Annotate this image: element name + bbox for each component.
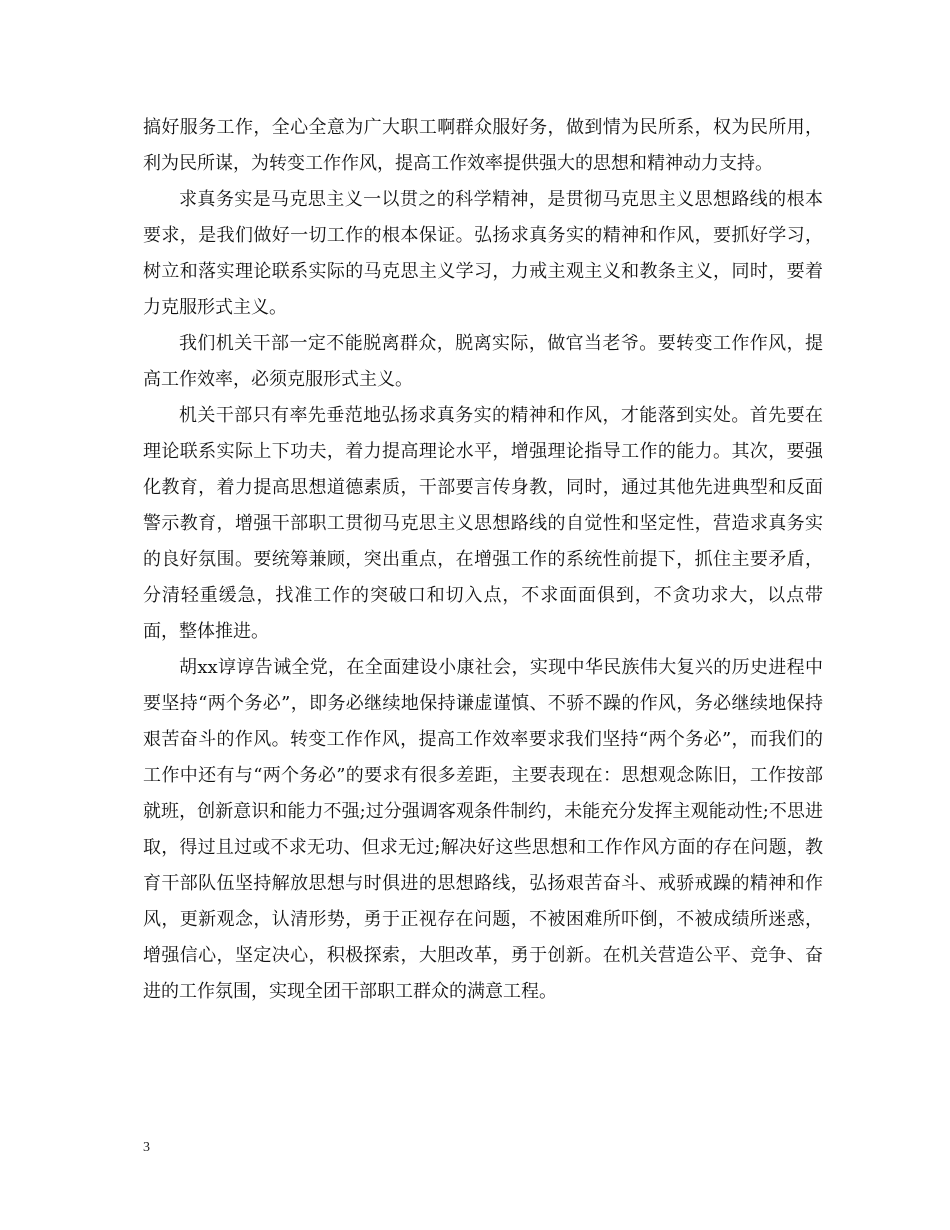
document-body [143, 110, 823, 1010]
paragraph-continuation: 搞好服务工作，全心全意为广大职工啊群众服好务，做到情为民所系，权为民所用，利为民所谋，为转变工作作风，提高工作效率提供强大的思想和精神动力支持。 [143, 117, 823, 174]
paragraph-cadres-masses: 我们机关干部一定不能脱离群众，脱离实际，做官当老爷。要转变工作作风，提高工作效率，必须克服形式主义。 [143, 333, 823, 390]
paragraph-two-musts: 胡xx谆谆告诫全党，在全面建设小康社会，实现中华民族伟大复兴的历史进程中要坚持“两个务必”，即务必继续地保持谦虚谨慎、不骄不躁的作风，务必继续地保持艰苦奋斗的作风。转变工作作风，提高工作效率要求我们坚持“两个务必”，而我们的工作中还有与“两个务必”的要求有很多差距，主要表现在：思想观念陈旧，工作按部就班，创新意识和能力不强;过分强调客观条件制约，未能充分发挥主观能动性;不思进取，得过且过或不求无功、但求无过;解决好这些思想和工作作风方面的存在问题，教育干部队伍坚持解放思想与时俱进的思想路线，弘扬艰苦奋斗、戒骄戒躁的精神和作风，更新观念，认清形势，勇于正视存在问题，不被困难所吓倒，不被成绩所迷惑，增强信心，坚定决心，积极探索，大胆改革，勇于创新。在机关营造公平、竞争、奋进的工作氛围，实现全团干部职工群众的满意工程。 [143, 657, 823, 1002]
paragraph-seek-truth: 求真务实是马克思主义一以贯之的科学精神，是贯彻马克思主义思想路线的根本要求，是我们做好一切工作的根本保证。弘扬求真务实的精神和作风，要抓好学习，树立和落实理论联系实际的马克思主义学习，力戒主观主义和教条主义，同时，要着力克服形式主义。 [143, 189, 823, 318]
paragraph-lead-by-example: 机关干部只有率先垂范地弘扬求真务实的精神和作风，才能落到实处。首先要在理论联系实际上下功夫，着力提高理论水平，增强理论指导工作的能力。其次，要强化教育，着力提高思想道德素质，干部要言传身教，同时，通过其他先进典型和反面警示教育，增强干部职工贯彻马克思主义思想路线的自觉性和坚定性，营造求真务实的良好氛围。要统筹兼顾，突出重点，在增强工作的系统性前提下，抓住主要矛盾，分清轻重缓急，找准工作的突破口和切入点，不求面面俱到，不贪功求大，以点带面，整体推进。 [143, 405, 823, 642]
page-number: 3 [143, 1140, 150, 1155]
